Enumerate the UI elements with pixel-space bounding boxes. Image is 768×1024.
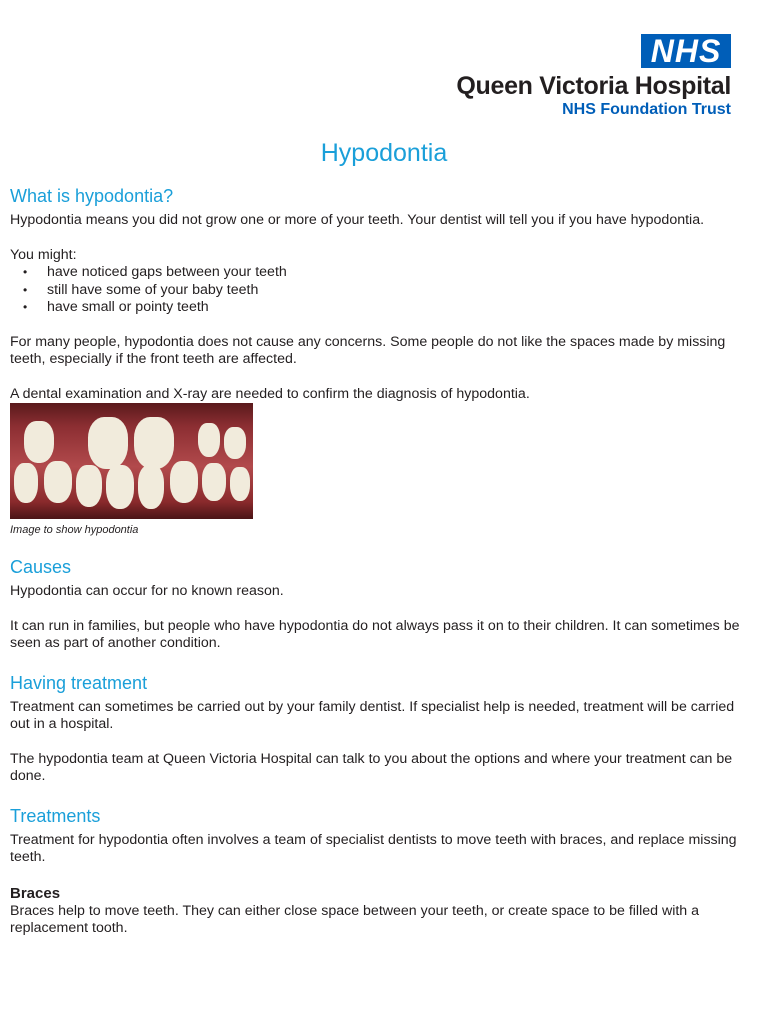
nhs-logo: NHS [641,34,731,68]
document-body [10,184,756,938]
concerns-paragraph: For many people, hypodontia does not cause any concerns. Some people do not like the spaces made by missing teeth, especially if the front teeth are affected. [10,333,726,367]
treatments-paragraph: Treatment for hypodontia often involves a team of specialist dentists to move teeth with braces, and replace missing teeth. [10,831,737,865]
having-treatment-paragraph-2: The hypodontia team at Queen Victoria Hospital can talk to you about the options and where your treatment can be done. [10,750,733,784]
heading-what-is: What is hypodontia? [10,186,174,206]
image-caption: Image to show hypodontia [10,524,139,536]
page-title: Hypodontia [320,139,448,167]
intro-paragraph: Hypodontia means you did not grow one or more of your teeth. Your dentist will tell you if you have hypodontia. [10,212,705,228]
braces-paragraph: Braces help to move teeth. They can either close space between your teeth, or create space to be filled with a replacement tooth. [10,902,700,936]
diagnosis-paragraph: A dental examination and X-ray are needed to confirm the diagnosis of hypodontia. [10,385,530,402]
heading-having-treatment: Having treatment [10,672,148,693]
having-treatment-paragraph-1: Treatment can sometimes be carried out by your family dentist. If specialist help is needed, treatment will be carried out in a hospital. [10,698,735,732]
hospital-name: Queen Victoria Hospital [456,72,731,100]
causes-paragraph-2: It can run in families, but people who have hypodontia do not always pass it on to their children. It can sometimes be seen as part of another condition. [10,617,740,651]
you-might-label: You might: [10,246,77,263]
heading-braces: Braces [10,884,61,902]
list-item: • have noticed gaps between your teeth [10,264,756,282]
causes-paragraph-1: Hypodontia can occur for no known reason. [10,583,284,599]
heading-treatments: Treatments [10,805,101,826]
list-item: • still have some of your baby teeth [10,282,756,300]
trust-name: NHS Foundation Trust [562,101,731,118]
header [456,34,731,119]
hypodontia-photo [10,403,253,519]
heading-causes: Causes [10,557,72,577]
list-item: • have small or pointy teeth [10,299,756,317]
symptom-list [10,264,756,317]
